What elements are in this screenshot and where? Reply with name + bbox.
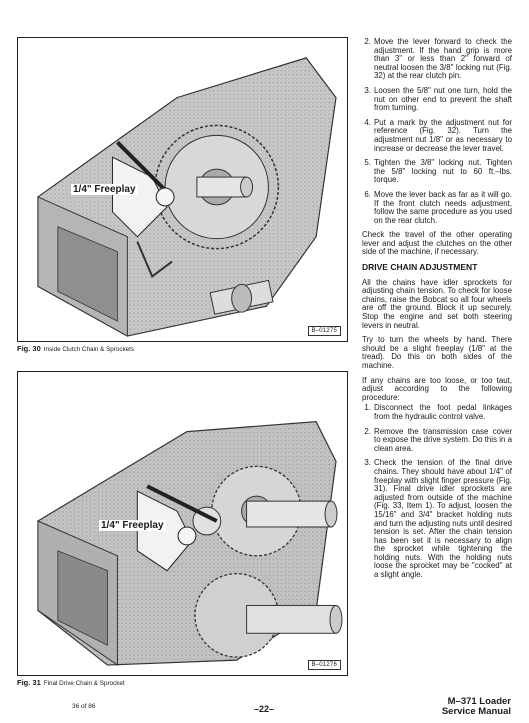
paragraph: Try to turn the wheels by hand. There should be a slight freeplay (1/8" at the tread). Do this on both sides of the machine.	[362, 335, 512, 370]
step-text: Put a mark by the adjustment nut for reference (Fig. 32). Turn the adjustment nut 1/8" or as necessary to increase or decrease the lever travel.	[374, 117, 512, 153]
step-text: Disconnect the foot pedal linkages from the hydraulic control valve.	[374, 403, 512, 421]
step-number: 3.	[364, 85, 371, 95]
caption-text: Inside Clutch Chain & Sprockets	[43, 346, 135, 353]
manual-title	[418, 697, 511, 717]
paragraph: If any chains are too loose, or too taut, adjust according to the following procedure:	[362, 375, 512, 402]
step-text: Move the lever forward to check the adjustment. If the hand grip is more than 3" or less than 2" forward of neutral loosen the 3/8" locking nut (Fig. 32) at the rear clutch pin.	[374, 37, 512, 81]
step-number: 1.	[364, 403, 371, 413]
manual-name: Service Manual	[441, 706, 511, 717]
figure-30-caption	[17, 344, 134, 353]
step-text: Move the lever back as far as it will go. If the front clutch needs adjustment, follow the same procedure as you used on the rear clutch.	[374, 189, 512, 225]
step-text: Tighten the 3/8" locking nut. Tighten the 5/8" locking nut to 60 ft.–lbs. torque.	[374, 158, 512, 185]
step-number: 6.	[364, 189, 371, 199]
page-number: –22–	[254, 704, 275, 714]
step-number: 5.	[364, 158, 371, 168]
step-item	[362, 404, 512, 421]
step-item	[362, 119, 512, 153]
step-item	[362, 191, 512, 225]
model-name: M–371 Loader	[447, 696, 511, 707]
paragraph: All the chains have idler sprockets for adjusting chain tension. To check for loose chains, raise the Bobcat so all four wheels are off the ground. Block it up securely. Stop the engine and set both steering levers in neutral.	[362, 277, 512, 330]
figure-30-image	[17, 37, 348, 342]
caption-text: Final Drive Chain & Sprocket	[43, 680, 125, 687]
figure-31-image	[17, 371, 348, 676]
figure-code: B–01275	[308, 326, 341, 336]
instruction-column	[362, 38, 512, 586]
step-text: Loosen the 5/8" nut one turn, hold the nut on other end to prevent the shaft from turning.	[374, 85, 512, 113]
caption-number: Fig. 31	[17, 678, 41, 687]
freeplay-label: 1/4" Freeplay	[101, 520, 164, 531]
page-count: 36 of 86	[72, 703, 96, 710]
step-item	[362, 459, 512, 579]
step-text: Check the tension of the final drive chains. They should have about 1/4" of freeplay with slight finger pressure (Fig. 31). Final drive idler sprockets are adjusted from outside of the machine (Fig. 33, Item 1). To adjust, loosen the 15/16" and 3/4" bracket holding nuts and turn the adjusting nuts until desired tension is set. After the chain tension has been set it is necessary to align the sprocket while tightening the holding nuts. With the holding nuts loose the sprocket may be "cocked" at a slight angle.	[374, 458, 512, 580]
step-item	[362, 428, 512, 454]
clutch-chain-illustration	[18, 38, 347, 341]
step-text: Remove the transmission case cover to expose the drive system. Do this in a clean area.	[374, 426, 512, 453]
step-number: 2.	[364, 37, 371, 46]
figure-31-caption	[17, 678, 125, 687]
freeplay-label: 1/4" Freeplay	[73, 184, 136, 195]
step-item	[362, 87, 512, 113]
check-travel-paragraph: Check the travel of the other operating lever and adjust the clutches on the other side of the machine, if necessary.	[362, 230, 512, 257]
step-number: 3.	[364, 458, 371, 468]
final-drive-illustration	[18, 372, 347, 675]
step-item	[362, 38, 512, 81]
section-heading: DRIVE CHAIN ADJUSTMENT	[362, 262, 478, 273]
caption-number: Fig. 30	[17, 344, 41, 353]
step-number: 4.	[364, 117, 371, 127]
step-item	[362, 159, 512, 185]
figure-code: B–01276	[308, 660, 341, 670]
step-number: 2.	[364, 426, 371, 436]
